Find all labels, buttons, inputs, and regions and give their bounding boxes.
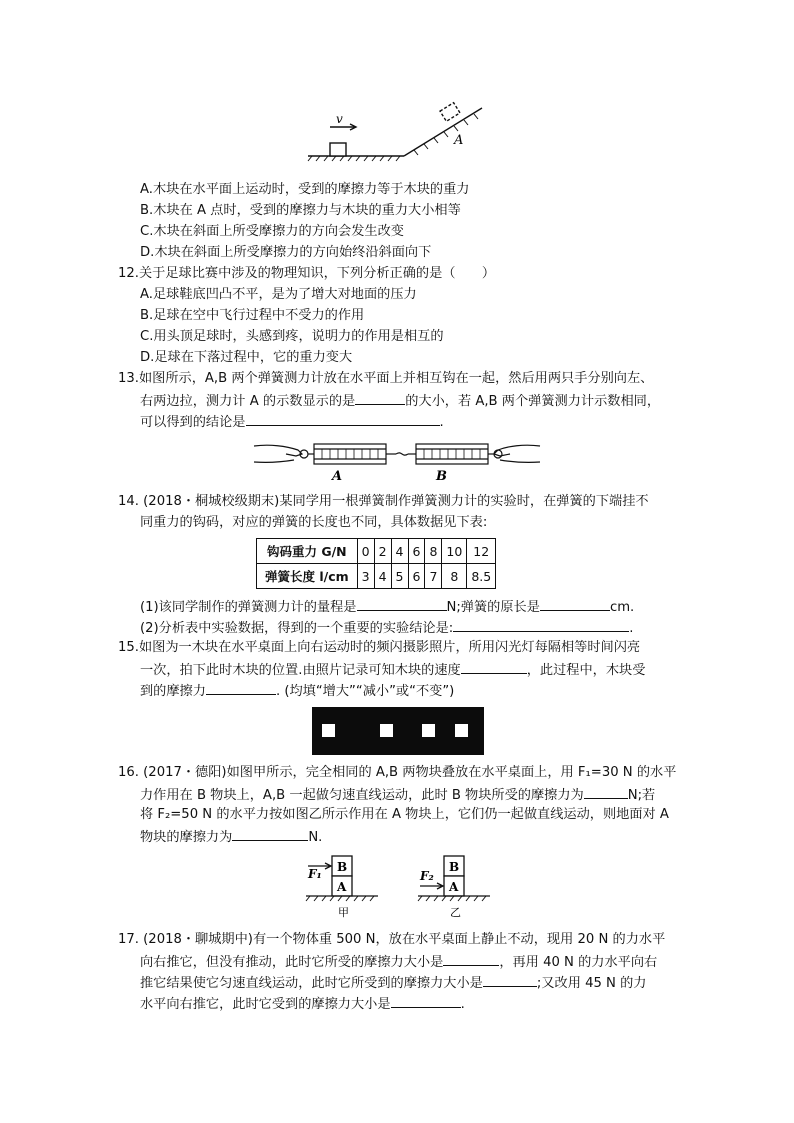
q13-blank-2[interactable] [246,412,440,426]
q13-line-1: 13.如图所示，A,B 两个弹簧测力计放在水平面上并相互钩在一起，然后用两只手分别向左、 [118,371,654,386]
scale-b-label: B [436,469,447,484]
q16-line-2-end: N;若 [627,788,656,803]
q16-blank-2[interactable] [232,827,308,841]
q12-option-b: B.足球在空中飞行过程中不受力的作用 [140,308,365,323]
q11-option-a: A.木块在水平面上运动时，受到的摩擦力等于木块的重力 [140,182,470,197]
strobe-photo-figure [312,707,484,755]
q17-blank-3[interactable] [391,994,461,1008]
q17-line-3 [140,973,646,993]
table-cell: 6 [408,564,425,589]
table-cell: 8.5 [467,564,496,589]
q17-line-2 [140,952,657,972]
q14-sub-1 [140,597,634,617]
spring-scales-figure [252,436,542,486]
stacked-blocks-figure [300,852,500,922]
q13-line-3-start: 可以得到的结论是 [140,415,246,430]
q15-line-2-end: ，此过程中，木块受 [526,663,646,678]
q16-blank-1[interactable] [584,785,628,799]
table-cell: 6 [408,539,425,564]
block-a-label: A [449,880,459,894]
q13-blank-1[interactable] [355,391,405,405]
velocity-label: v [336,112,343,126]
table-cell: 3 [357,564,374,589]
table-header-length: 弹簧长度 l/cm [257,564,358,589]
q17-line-2-end: ，再用 40 N 的力水平向右 [499,955,658,970]
q12-option-d: D.足球在下落过程中，它的重力变大 [140,350,353,365]
point-a-label: A [454,133,464,148]
q15-line-3-end: . (均填“增大”“减小”或“不变”) [275,684,455,699]
q15-blank-1[interactable] [461,660,527,674]
caption-yi: 乙 [450,906,461,919]
q15-blank-2[interactable] [206,681,276,695]
q16-line-3: 将 F₂=50 N 的水平力按如图乙所示作用在 A 物块上，它们仍一起做直线运动，则地面对 A [140,807,669,822]
q14-line-1: 14. (2018・桐城校级期末)某同学用一根弹簧制作弹簧测力计的实验时，在弹簧的下端挂不 [118,494,649,509]
q11-option-c: C.木块在斜面上所受摩擦力的方向会发生改变 [140,224,404,239]
table-cell: 12 [467,539,496,564]
q13-line-3-end: . [439,415,444,430]
q17-line-3-start: 推它结果使它匀速直线运动，此时它所受到的摩擦力大小是 [140,976,483,991]
q14-sub-2 [140,618,633,638]
q17-line-4 [140,994,465,1014]
q14-sub-2-start: (2)分析表中实验数据，得到的一个重要的实验结论是: [140,621,454,636]
table-row [257,564,496,589]
q14-blank-2[interactable] [540,597,610,611]
table-cell: 4 [374,564,391,589]
table-cell: 4 [391,539,408,564]
q16-line-1: 16. (2017・德阳)如图甲所示，完全相同的 A,B 两物块叠放在水平桌面上，用 F₁=30 N 的水平 [118,765,677,780]
table-cell: 2 [374,539,391,564]
q15-line-3-start: 到的摩擦力 [140,684,206,699]
block-b-label: B [449,860,460,874]
q12-stem: 12.关于足球比赛中涉及的物理知识，下列分析正确的是（ ） [118,266,496,281]
q12-option-a: A.足球鞋底凹凸不平，是为了增大对地面的压力 [140,287,417,302]
q17-line-1: 17. (2018・聊城期中)有一个物体重 500 N，放在水平桌面上静止不动，现用 20 N 的力水平 [118,932,666,947]
q17-line-4-start: 水平向右推它，此时它受到的摩擦力大小是 [140,997,391,1012]
q16-line-2 [140,785,655,805]
table-header-weight: 钩码重力 G/N [257,539,358,564]
q15-line-2-start: 一次，拍下此时木块的位置.由照片记录可知木块的速度 [140,663,461,678]
q17-line-2-start: 向右推它，但没有推动，此时它所受的摩擦力大小是 [140,955,444,970]
incline-figure [300,100,490,162]
q16-line-4-start: 物块的摩擦力为 [140,830,233,845]
q17-line-4-end: . [460,997,465,1012]
q13-line-2-start: 右两边拉，测力计 A 的示数显示的是 [140,394,356,409]
block-b-label: B [337,860,348,874]
q11-option-d: D.木块在斜面上所受摩擦力的方向始终沿斜面向下 [140,245,432,260]
q16-line-4-end: N. [308,830,323,845]
table-cell: 10 [442,539,467,564]
q14-sub-1-end: cm. [609,600,635,615]
q14-blank-1[interactable] [357,597,447,611]
q14-sub-2-end: . [629,621,634,636]
q13-line-2 [140,391,660,411]
table-cell: 7 [425,564,442,589]
q14-blank-3[interactable] [453,618,629,632]
q17-blank-1[interactable] [443,952,499,966]
scale-a-label: A [332,469,343,484]
q17-blank-2[interactable] [483,973,537,987]
force-f2-label: F₂ [420,869,434,883]
q15-line-3 [140,681,454,701]
q14-line-2: 同重力的钩码，对应的弹簧的长度也不同，具体数据见下表: [140,515,488,530]
block-position [422,724,435,737]
q11-option-b: B.木块在 A 点时，受到的摩擦力与木块的重力大小相等 [140,203,461,218]
q13-line-2-end: 的大小，若 A,B 两个弹簧测力计示数相同， [405,394,661,409]
table-row [257,539,496,564]
q13-line-3 [140,412,444,432]
q15-line-2 [140,660,645,680]
force-f1-label: F₁ [308,867,322,881]
spring-data-table [256,538,496,589]
table-cell: 8 [425,539,442,564]
q16-line-2-start: 力作用在 B 物块上，A,B 一起做匀速直线运动，此时 B 物块所受的摩擦力为 [140,788,584,803]
block-a-label: A [337,880,347,894]
q14-sub-1-mid: N;弹簧的原长是 [446,600,540,615]
table-cell: 5 [391,564,408,589]
caption-jia: 甲 [338,906,349,919]
q16-line-4 [140,827,322,847]
table-cell: 8 [442,564,467,589]
table-cell: 0 [357,539,374,564]
block-position [322,724,335,737]
q14-sub-1-start: (1)该同学制作的弹簧测力计的量程是 [140,600,357,615]
block-position [455,724,468,737]
q12-option-c: C.用头顶足球时，头感到疼，说明力的作用是相互的 [140,329,444,344]
q17-line-3-end: ;又改用 45 N 的力 [536,976,647,991]
q15-line-1: 15.如图为一木块在水平桌面上向右运动时的频闪摄影照片，所用闪光灯每隔相等时间闪亮 [118,640,641,655]
block-position [380,724,393,737]
